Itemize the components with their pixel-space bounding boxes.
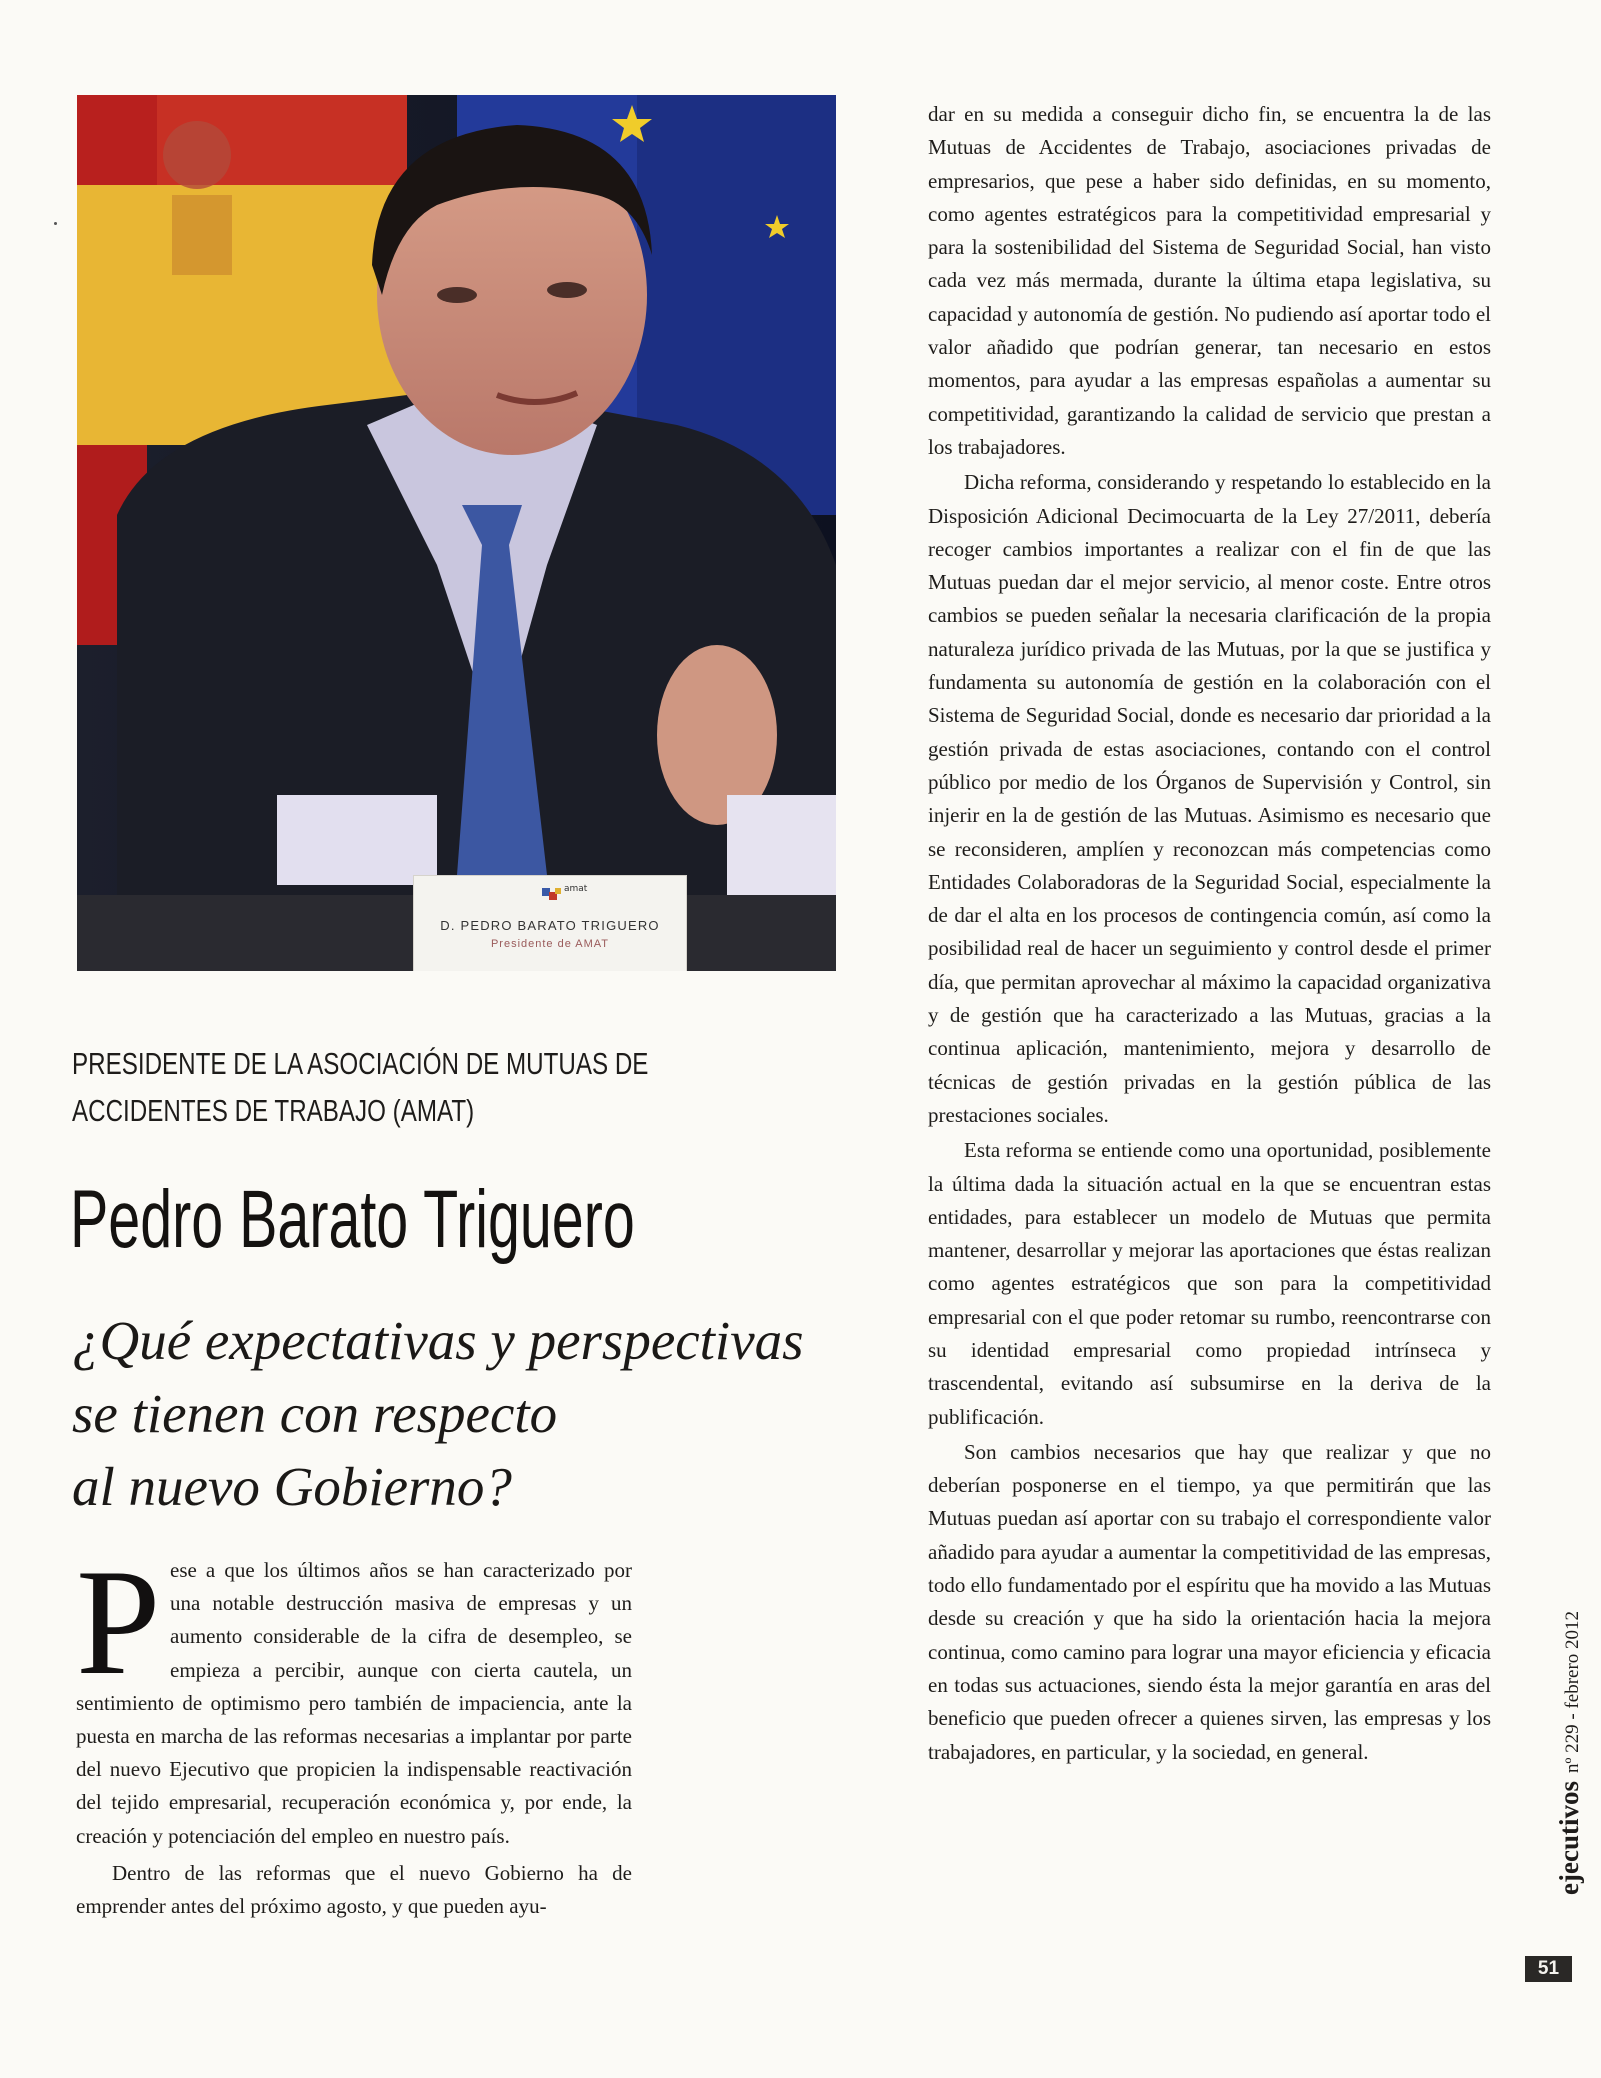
left-column	[76, 1554, 632, 1923]
drop-cap-space	[76, 1554, 170, 1682]
flag-spain-red-top	[77, 95, 157, 185]
right-paragraph-1: dar en su medida a conseguir dicho fin, se encuentra la de las Mutuas de Accidentes de Trabajo, asociaciones privadas de empresarios, que pese a haber sido definidas, en su momento, como agentes estratégicos para la competitividad empresarial y para la sostenibilidad del Sistema de Seguridad Social, han visto cada vez más mermada, durante la última etapa legislativa, su capacidad y autonomía de gestión. No pudiendo así aportar todo el valor añadido que podrían generar, tan necesario en estos momentos, para ayudar a las empresas españolas a aumentar su competitividad, garantizando la calidad de servicio que prestan a los trabajadores.	[928, 102, 1491, 459]
amat-logo-icon	[540, 886, 564, 902]
drop-cap: P	[76, 1538, 161, 1706]
article-title: Pedro Barato Triguero	[70, 1174, 635, 1265]
left-paragraph-1	[76, 1554, 632, 1853]
issue-info: nº 229 - febrero 2012	[1562, 1610, 1583, 1774]
left-paragraph-2: Dentro de las reformas que el nuevo Gobierno ha de emprender antes del próximo agosto, y que pueden ayu-	[76, 1860, 632, 1919]
right-column	[928, 98, 1491, 1769]
page-number: 51	[1525, 1956, 1572, 1982]
left-paragraph-1-text: ese a que los últimos años se han caracterizado por una notable destrucción masiva de empresas y un aumento considerable de la cifra de desempleo, se empieza a percibir, aunque con cierta cautela, un sentimiento de optimismo pero también de impaciencia, ante la puesta en marcha de las reformas necesarias a implantar por parte del nuevo Ejecutivo que propicien la indispensable reactivación del tejido empresarial, recuperación económica y, por ende, la creación y potenciación del empleo en nuestro país.	[76, 1558, 632, 1848]
name-card-logo-text: amat	[564, 884, 588, 894]
right-paragraph-4: Son cambios necesarios que hay que realizar y que no deberían posponerse en el tiempo, ya que permitirán que las Mutuas puedan así aportar con su trabajo el correspondiente valor añadido para ayudar a aumentar la competitividad de las empresas, todo ello fundamentado por el espíritu que ha movido a las Mutuas desde su creación y que ha sido la orientación hacia la mejora continua, como camino para lograr una mayor eficiencia y eficacia en todas sus actuaciones, siendo ésta la mejor garantía en aras del beneficio que pueden ofrecer a quienes sirven, las empresas y los trabajadores, en particular, y la sociedad, en general.	[928, 1439, 1491, 1764]
magazine-name: ejecutivos	[1554, 1781, 1584, 1895]
question-line-3: al nuevo Gobierno?	[72, 1456, 512, 1517]
name-card-role: Presidente de AMAT	[490, 938, 610, 950]
question-line-2: se tienen con respecto	[72, 1383, 558, 1444]
question-headline	[72, 1304, 832, 1523]
name-card-name: D. PEDRO BARATO TRIGUERO	[440, 918, 660, 933]
question-line-1: ¿Qué expectativas y perspectivas	[72, 1310, 804, 1371]
portrait-illustration	[77, 95, 836, 971]
right-paragraph-2: Dicha reforma, considerando y respetando lo establecido en la Disposición Adicional Decimocuarta de la Ley 27/2011, debería recoger cambios importantes a realizar con el fin de que las Mutuas puedan dar el mejor servicio, al menor coste. Entre otros cambios se pueden señalar la necesaria clarificación de la propia naturaleza jurídico privada de las Mutuas, por la que se justifica y fundamenta su autonomía de gestión en la colaboración con el Sistema de Seguridad Social, donde es necesario dar prioridad a la gestión privada de estas asociaciones, contando con el control público por medio de los Órganos de Supervisión y Control, sin injerir en la de gestión de las Mutuas. Asimismo es necesario que se reconsideren, amplíen y reconozcan más competencias como Entidades Colaboradoras de la Seguridad Social, especialmente la de dar el alta en los procesos de contingencia común, así como la posibilidad real de hacer un seguimiento y control desde el primer día, que permitan aprovechar al máximo la capacidad organizativa y de gestión que ha caracterizado a las Mutuas, gracias a la continua aplicación, mantenimiento, mejora y desarrollo de técnicas de gestión privadas en la gestión pública de las prestaciones sociales.	[928, 470, 1491, 1127]
right-paragraph-3: Esta reforma se entiende como una oportunidad, posiblemente la última dada la situación actual en la que se encuentran estas entidades, para establecer un modelo de Mutuas que permita mantener, desarrollar y mejorar las aportaciones que éstas realizan como agentes estratégicos que son para la competitividad empresarial con el que poder retomar su rumbo, reencontrarse con su identidad empresarial como propiedad intrínseca y trascendental, evitando así subsumirse en la deriva de la publificación.	[928, 1138, 1491, 1429]
edge-mark	[54, 222, 57, 225]
kicker-line-1: PRESIDENTE DE LA ASOCIACIÓN DE MUTUAS DE	[72, 1046, 649, 1081]
article-kicker	[72, 1040, 774, 1134]
magazine-side-strip	[1554, 1611, 1584, 1895]
kicker-line-2: ACCIDENTES DE TRABAJO (AMAT)	[72, 1093, 475, 1128]
portrait-photo	[77, 95, 836, 971]
name-card	[413, 875, 687, 971]
